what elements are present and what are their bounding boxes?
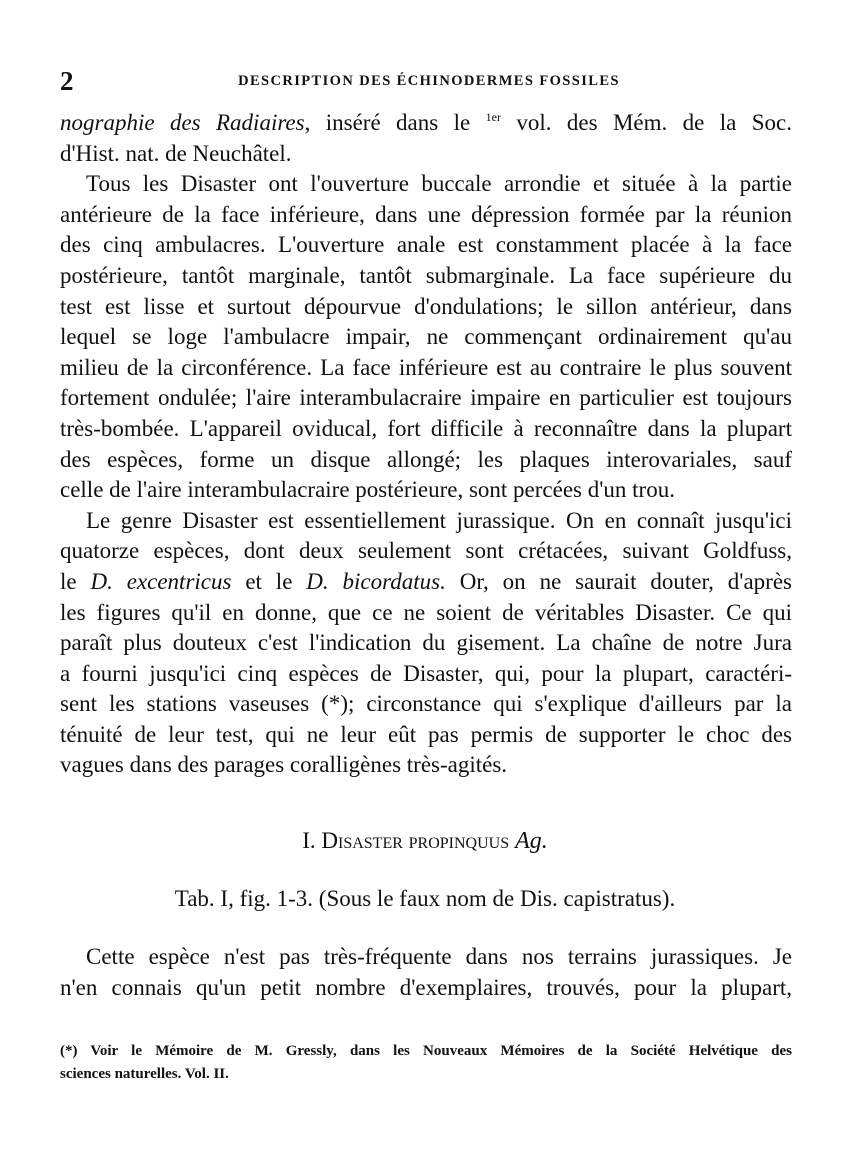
text-line: postérieure, tantôt marginale, tantôt submarginale. La face supérieure du — [60, 262, 792, 288]
page-number: 2 — [60, 66, 74, 96]
text-line: nographie des Radiaires, inséré dans le $^{1er}$ vol. des Mém. de la Soc. — [60, 110, 792, 135]
plate-reference: Tab. I, fig. 1-3. (Sous le faux nom de Dis. capistratus). — [174, 886, 676, 911]
body-text-continued — [60, 942, 792, 1003]
text-line: lequel se loge l'ambulacre impair, ne commençant ordinairement qu'au — [60, 324, 792, 350]
species-name: D. excentricus — [90, 568, 232, 594]
footnote-line: sciences naturelles. Vol. II. — [60, 1066, 229, 1082]
text-line: Tous les Disaster ont l'ouverture buccale arrondie et située à la partie — [86, 171, 792, 197]
text-line: celle de l'aire interambulacraire postérieure, sont percées d'un trou. — [60, 477, 675, 503]
text-line: le D. excentricus et le D. bicordatus. Or, on ne saurait douter, d'après — [60, 568, 792, 594]
species-number: I. — [302, 828, 316, 853]
species-author: Ag. — [515, 828, 548, 854]
page-header — [60, 66, 798, 96]
text-line: paraît plus douteux c'est l'indication du gisement. La chaîne de notre Jura — [60, 630, 792, 656]
text-line: antérieure de la face inférieure, dans une dépression formée par la réunion — [60, 201, 792, 227]
species-title: Disaster propinquus — [321, 828, 510, 853]
text-line: n'en connais qu'un petit nombre d'exemplaires, trouvés, pour la plupart, — [60, 974, 792, 1000]
text-line: sent les stations vaseuses (*); circonstance qui s'explique d'ailleurs par la — [60, 691, 792, 717]
italic-title: nographie des Radiaires — [60, 110, 305, 135]
running-head: DESCRIPTION DES ÉCHINODERMES FOSSILES — [238, 73, 620, 89]
footnote — [60, 1040, 792, 1086]
species-name: D. bicordatus. — [306, 568, 446, 594]
text-line: Le genre Disaster est essentiellement jurassique. On en connaît jusqu'ici — [86, 507, 792, 533]
footnote-line: (*) Voir le Mémoire de M. Gressly, dans les Nouveaux Mémoires de la Société Helvétique des — [60, 1043, 792, 1059]
text-line: fortement ondulée; l'aire interambulacraire impaire en particulier est toujours — [60, 385, 792, 411]
text-line: très-bombée. L'appareil oviducal, fort difficile à reconnaître dans la plupart — [60, 415, 792, 441]
body-text — [60, 108, 792, 781]
text-line: quatorze espèces, dont deux seulement sont crétacées, suivant Goldfuss, — [60, 538, 792, 564]
text-line: a fourni jusqu'ici cinq espèces de Disaster, qui, pour la plupart, caractéri- — [60, 660, 792, 686]
text-line: ténuité de leur test, qui ne leur eût pas permis de supporter le choc des — [60, 721, 792, 747]
text-line: les figures qu'il en donne, que ce ne soient de véritables Disaster. Ce qui — [60, 599, 792, 625]
text-line: vagues dans des parages coralligènes très-agités. — [60, 752, 508, 778]
superscript: 1er — [485, 110, 501, 124]
text-line: des cinq ambulacres. L'ouverture anale est constamment placée à la face — [60, 232, 792, 258]
text-line: des espèces, forme un disque allongé; les plaques interovariales, sauf — [60, 446, 792, 472]
text-line: d'Hist. nat. de Neuchâtel. — [60, 140, 292, 166]
text-line: test est lisse et surtout dépourvue d'ondulations; le sillon antérieur, dans — [60, 293, 792, 319]
text-line: milieu de la circonférence. La face inférieure est au contraire le plus souvent — [60, 354, 792, 380]
species-heading — [0, 826, 850, 856]
text-line: Cette espèce n'est pas très-fréquente dans nos terrains jurassiques. Je — [86, 944, 792, 969]
